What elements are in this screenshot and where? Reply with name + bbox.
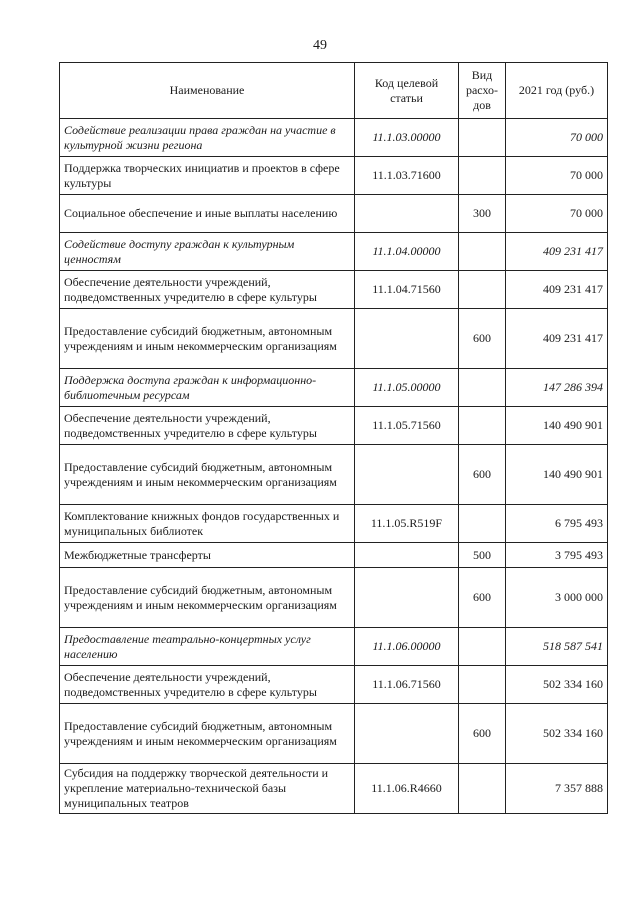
row-amount: 409 231 417 bbox=[506, 271, 608, 309]
row-code: 11.1.06.R4660 bbox=[355, 764, 459, 814]
row-type bbox=[459, 505, 506, 543]
row-type: 600 bbox=[459, 568, 506, 628]
row-code: 11.1.05.00000 bbox=[355, 369, 459, 407]
header-amount: 2021 год (руб.) bbox=[506, 63, 608, 119]
row-type: 600 bbox=[459, 445, 506, 505]
row-amount: 3 000 000 bbox=[506, 568, 608, 628]
table-body bbox=[60, 119, 608, 814]
table-row bbox=[60, 628, 608, 666]
row-type bbox=[459, 157, 506, 195]
row-code: 11.1.05.R519F bbox=[355, 505, 459, 543]
row-code bbox=[355, 445, 459, 505]
row-type: 500 bbox=[459, 543, 506, 568]
row-code: 11.1.06.71560 bbox=[355, 666, 459, 704]
page-number: 49 bbox=[313, 38, 327, 53]
row-name: Предоставление субсидий бюджетным, автономным учреждениям и иным некоммерческим организациям bbox=[60, 309, 355, 369]
row-name: Предоставление театрально-концертных услуг населению bbox=[60, 628, 355, 666]
table-row bbox=[60, 309, 608, 369]
row-type: 600 bbox=[459, 704, 506, 764]
row-amount: 70 000 bbox=[506, 195, 608, 233]
table-row bbox=[60, 233, 608, 271]
table-row bbox=[60, 543, 608, 568]
row-amount: 6 795 493 bbox=[506, 505, 608, 543]
row-name: Предоставление субсидий бюджетным, автономным учреждениям и иным некоммерческим организациям bbox=[60, 704, 355, 764]
row-name: Обеспечение деятельности учреждений, подведомственных учредителю в сфере культуры bbox=[60, 407, 355, 445]
row-code bbox=[355, 195, 459, 233]
row-amount: 502 334 160 bbox=[506, 704, 608, 764]
row-name: Содействие доступу граждан к культурным ценностям bbox=[60, 233, 355, 271]
table-row bbox=[60, 445, 608, 505]
row-code: 11.1.04.71560 bbox=[355, 271, 459, 309]
table-row bbox=[60, 369, 608, 407]
row-code bbox=[355, 543, 459, 568]
row-code bbox=[355, 704, 459, 764]
row-name: Содействие реализации права граждан на участие в культурной жизни региона bbox=[60, 119, 355, 157]
row-type bbox=[459, 119, 506, 157]
row-type bbox=[459, 407, 506, 445]
row-amount: 70 000 bbox=[506, 157, 608, 195]
header-type: Вид расхо-дов bbox=[459, 63, 506, 119]
table-row bbox=[60, 568, 608, 628]
row-amount: 502 334 160 bbox=[506, 666, 608, 704]
row-type bbox=[459, 369, 506, 407]
row-name: Предоставление субсидий бюджетным, автономным учреждениям и иным некоммерческим организациям bbox=[60, 445, 355, 505]
row-amount: 147 286 394 bbox=[506, 369, 608, 407]
row-type bbox=[459, 666, 506, 704]
table-row bbox=[60, 157, 608, 195]
table-row bbox=[60, 271, 608, 309]
table-row bbox=[60, 119, 608, 157]
row-name: Поддержка творческих инициатив и проектов в сфере культуры bbox=[60, 157, 355, 195]
row-type: 600 bbox=[459, 309, 506, 369]
row-type: 300 bbox=[459, 195, 506, 233]
table-row bbox=[60, 407, 608, 445]
header-code: Код целевой статьи bbox=[355, 63, 459, 119]
row-name: Социальное обеспечение и иные выплаты населению bbox=[60, 195, 355, 233]
table-row bbox=[60, 195, 608, 233]
row-amount: 70 000 bbox=[506, 119, 608, 157]
row-amount: 518 587 541 bbox=[506, 628, 608, 666]
row-name: Обеспечение деятельности учреждений, подведомственных учредителю в сфере культуры bbox=[60, 271, 355, 309]
row-type bbox=[459, 233, 506, 271]
row-amount: 140 490 901 bbox=[506, 445, 608, 505]
row-name: Субсидия на поддержку творческой деятельности и укрепление материально-технической базы муниципальных театров bbox=[60, 764, 355, 814]
row-name: Комплектование книжных фондов государственных и муниципальных библиотек bbox=[60, 505, 355, 543]
table-row bbox=[60, 704, 608, 764]
table-row bbox=[60, 764, 608, 814]
row-amount: 140 490 901 bbox=[506, 407, 608, 445]
row-code: 11.1.05.71560 bbox=[355, 407, 459, 445]
row-name: Межбюджетные трансферты bbox=[60, 543, 355, 568]
table-row bbox=[60, 505, 608, 543]
row-type bbox=[459, 764, 506, 814]
row-code: 11.1.04.00000 bbox=[355, 233, 459, 271]
row-amount: 3 795 493 bbox=[506, 543, 608, 568]
row-amount: 409 231 417 bbox=[506, 233, 608, 271]
row-type bbox=[459, 628, 506, 666]
row-code: 11.1.03.71600 bbox=[355, 157, 459, 195]
row-code: 11.1.03.00000 bbox=[355, 119, 459, 157]
row-amount: 409 231 417 bbox=[506, 309, 608, 369]
row-name: Обеспечение деятельности учреждений, подведомственных учредителю в сфере культуры bbox=[60, 666, 355, 704]
table-row bbox=[60, 666, 608, 704]
row-code bbox=[355, 309, 459, 369]
header-name: Наименование bbox=[60, 63, 355, 119]
row-code: 11.1.06.00000 bbox=[355, 628, 459, 666]
row-name: Предоставление субсидий бюджетным, автономным учреждениям и иным некоммерческим организациям bbox=[60, 568, 355, 628]
row-amount: 7 357 888 bbox=[506, 764, 608, 814]
row-type bbox=[459, 271, 506, 309]
row-name: Поддержка доступа граждан к информационно-библиотечным ресурсам bbox=[60, 369, 355, 407]
budget-table bbox=[59, 62, 608, 814]
row-code bbox=[355, 568, 459, 628]
header-row bbox=[60, 63, 608, 119]
